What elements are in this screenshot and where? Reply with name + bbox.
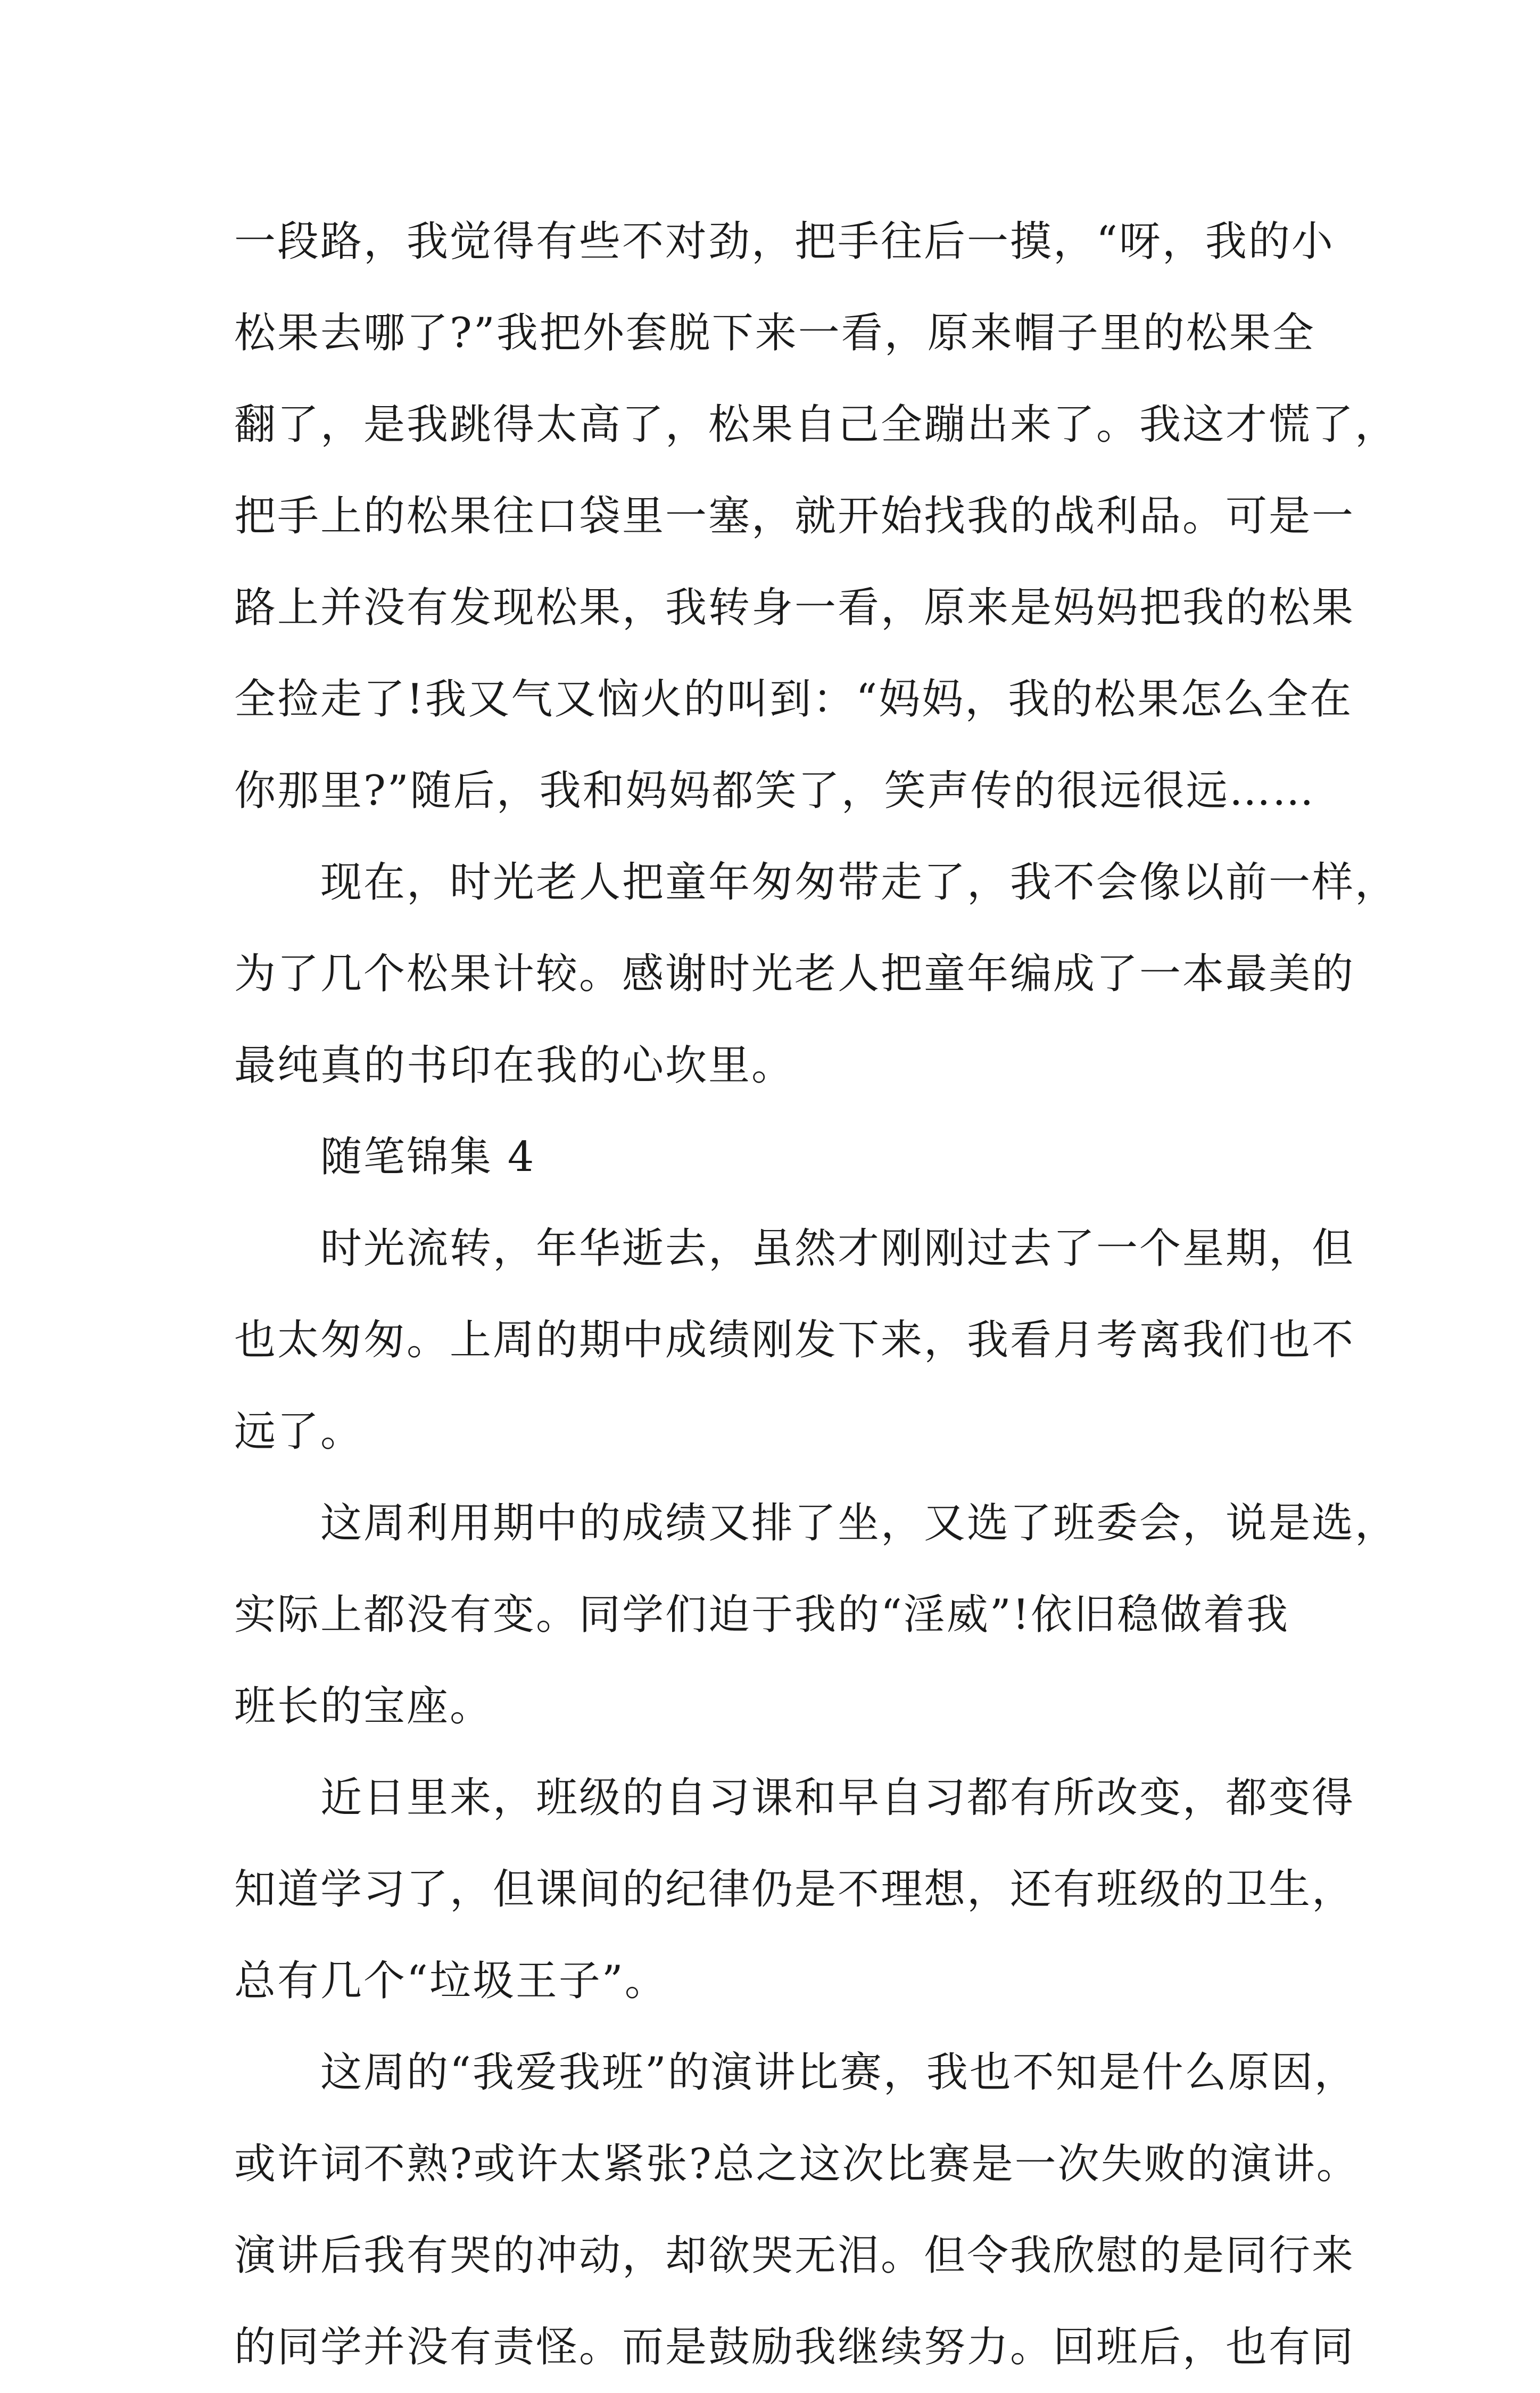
text-line: 的同学并没有责怪。而是鼓励我继续努力。回班后，也有同 [234,2323,1355,2371]
text-line: 实际上都没有变。同学们迫于我的“淫威”!依旧稳做着我 [234,1591,1290,1639]
section-heading: 随笔锦集 4 [320,1133,536,1181]
text-line: 全捡走了!我又气又恼火的叫到：“妈妈，我的松果怎么全在 [234,675,1353,723]
document-body [234,196,1398,2393]
paragraph-start-line: 时光流转，年华逝去，虽然才刚刚过去了一个星期，但 [320,1225,1355,1273]
text-line: 远了。 [234,1408,364,1456]
text-line: 为了几个松果计较。感谢时光老人把童年编成了一本最美的 [234,950,1355,998]
paragraph-start-line: 近日里来，班级的自习课和早自习都有所改变，都变得 [320,1774,1355,1822]
text-line: 知道学习了，但课间的纪律仍是不理想，还有班级的卫生， [234,1866,1355,1913]
text-line: 班长的宝座。 [234,1682,493,1730]
paragraph-start-line: 现在，时光老人把童年匆匆带走了，我不会像以前一样， [320,859,1398,906]
text-line: 你那里?”随后，我和妈妈都笑了，笑声传的很远很远…… [234,767,1315,815]
paragraph-start-line: 这周利用期中的成绩又排了坐，又选了班委会，说是选， [320,1499,1398,1547]
text-line: 把手上的松果往口袋里一塞，就开始找我的战利品。可是一 [234,492,1355,540]
text-line: 或许词不熟?或许太紧张?总之这次比赛是一次失败的演讲。 [234,2140,1360,2188]
text-line: 翻了，是我跳得太高了，松果自己全蹦出来了。我这才慌了， [234,401,1398,449]
text-line: 松果去哪了?”我把外套脱下来一看，原来帽子里的松果全 [234,309,1315,357]
paragraph-start-line: 这周的“我爱我班”的演讲比赛，我也不知是什么原因， [320,2049,1357,2097]
text-line: 路上并没有发现松果，我转身一看，原来是妈妈把我的松果 [234,584,1355,632]
text-line: 最纯真的书印在我的心坎里。 [234,1042,795,1090]
text-line: 一段路，我觉得有些不对劲，把手往后一摸，“呀，我的小 [234,218,1335,266]
text-line: 也太匆匆。上周的期中成绩刚发下来，我看月考离我们也不 [234,1316,1355,1364]
text-line: 演讲后我有哭的冲动，却欲哭无泪。但令我欣慰的是同行来 [234,2232,1355,2280]
text-line: 总有几个“垃圾王子”。 [234,1957,668,2005]
